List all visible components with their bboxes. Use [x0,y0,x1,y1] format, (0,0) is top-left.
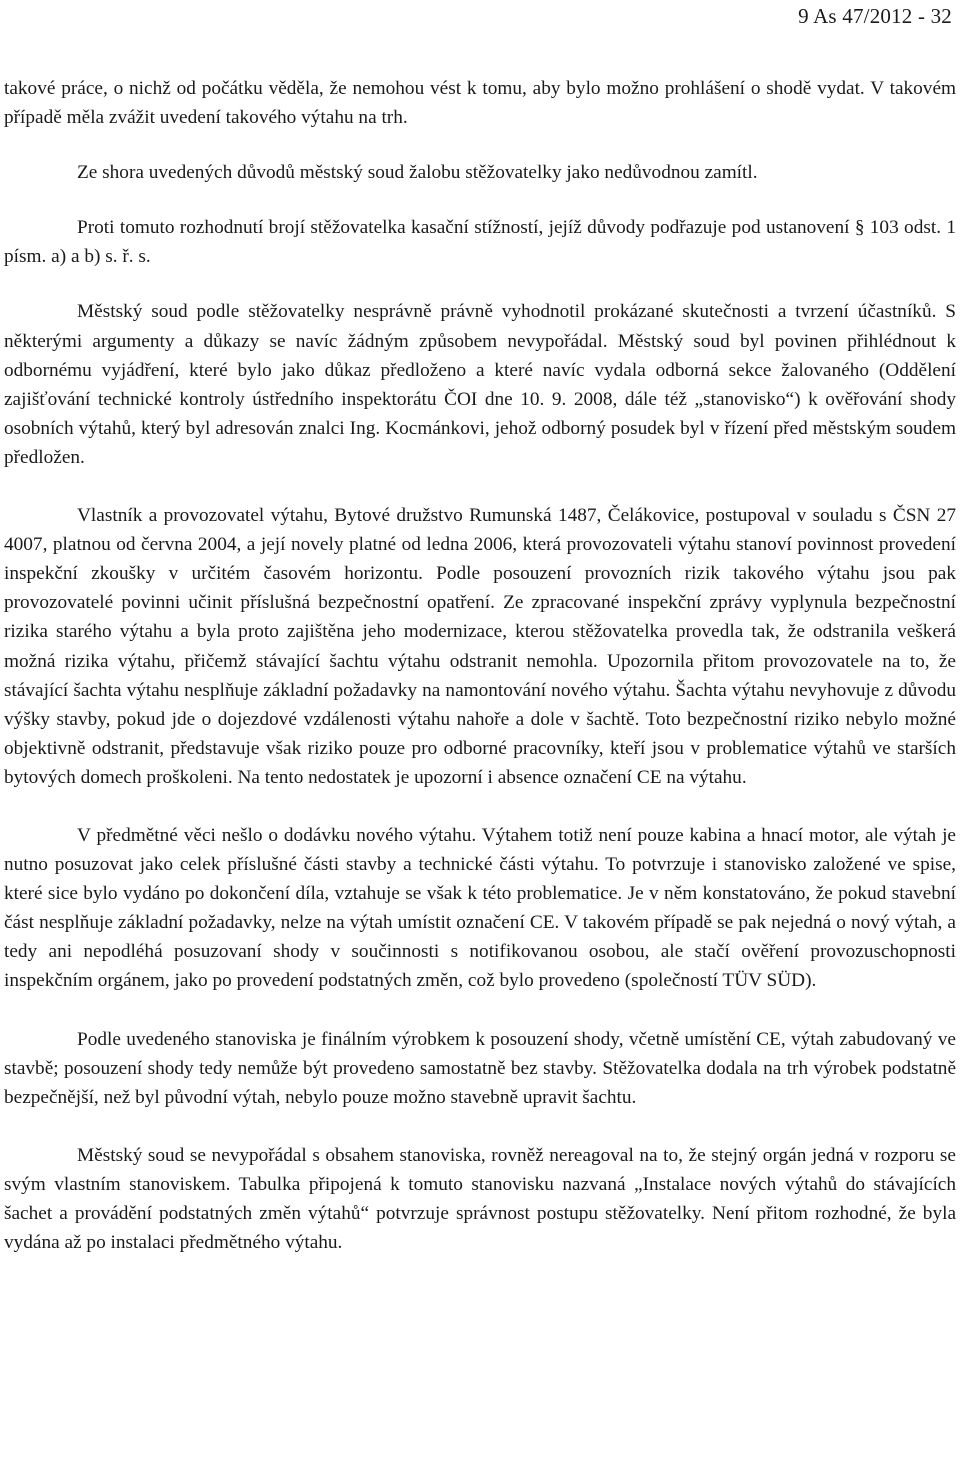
document-body [4,74,956,1257]
paragraph: Městský soud se nevypořádal s obsahem stanoviska, rovněž nereagoval na to, že stejný orgán jedná v rozporu se svým vlastním stanoviskem. Tabulka připojená k tomuto stanovisku nazvaná „Instalace nových výtahů do stávajících šachet a provádění podstatných změn výtahů“ potvrzuje správnost postupu stěžovatelky. Není přitom rozhodné, že byla vydána až po instalaci předmětného výtahu. [4,1144,956,1254]
paragraph: Ze shora uvedených důvodů městský soud žalobu stěžovatelky jako nedůvodnou zamítl. [77,162,758,184]
page-reference: 9 As 47/2012 - 32 [798,4,952,28]
paragraph: Podle uvedeného stanoviska je finálním výrobkem k posouzení shody, včetně umístění CE, výtah zabudovaný ve stavbě; posouzení shody tedy nemůže být provedeno samostatně bez stavby. Stěžovatelka dodala na trh výrobek podstatně bezpečnější, než byl původní výtah, nebylo pouze možno stavebně upravit šachtu. [4,1028,956,1108]
paragraph: Městský soud podle stěžovatelky nesprávně právně vyhodnotil prokázané skutečnosti a tvrzení účastníků. S některými argumenty a důkazy se navíc žádným způsobem nevypořádal. Městský soud byl povinen přihlédnout k odbornému vyjádření, které bylo jako důkaz předloženo a které navíc vydala odborná sekce žalovaného (Oddělení zajišťování technické kontroly ústředního inspektorátu ČOI dne 10. 9. 2008, dále též „stanovisko“) k ověřování shody osobních výtahů, který byl adresován znalci Ing. Kocmánkovi, jehož odborný posudek byl v řízení před městským soudem předložen. [4,301,956,468]
paragraph-continuation: takové práce, o nichž od počátku věděla, že nemohou vést k tomu, aby bylo možno prohlášení o shodě vydat. V takovém případě měla zvážit uvedení takového výtahu na trh. [4,78,956,129]
paragraph: Vlastník a provozovatel výtahu, Bytové družstvo Rumunská 1487, Čelákovice, postupoval v souladu s ČSN 27 4007, platnou od června 2004, a její novely platné od ledna 2006, která provozovateli výtahu stanoví povinnost provedení inspekční zkoušky v určitém časovém horizontu. Podle posouzení provozních rizik takového výtahu jsou pak provozovatelé povinni učinit příslušná bezpečnostní opatření. Ze zpracované inspekční zprávy vyplynula bezpečnostní rizika starého výtahu a byla proto zajištěna jeho modernizace, kterou stěžovatelka provedla tak, že odstranila veškerá možná rizika výtahu, přičemž stávající šachtu výtahu odstranit nemohla. Upozornila přitom provozovatele na to, že stávající šachta výtahu nesplňuje základní požadavky na namontování nového výtahu. Šachta výtahu nevyhovuje z důvodu výšky stavby, pokud jde o dojezdové vzdálenosti výtahu nahoře a dole v šachtě. Toto bezpečnostní riziko nebylo možné objektivně odstranit, představuje však riziko pouze pro odborné pracovníky, kteří jsou v problematice výtahů ve starších bytových domech proškoleni. Na tento nedostatek je upozorní i absence označení CE na výtahu. [4,505,956,788]
paragraph: V předmětné věci nešlo o dodávku nového výtahu. Výtahem totiž není pouze kabina a hnací motor, ale výtah je nutno posuzovat jako celek příslušné části stavby a technické části výtahu. To potvrzuje i stanovisko založené ve spise, které sice bylo vydáno po dokončení díla, vztahuje se však k této problematice. Je v něm konstatováno, že pokud stavební část nesplňuje základní požadavky, nelze na výtah umístit označení CE. V takovém případě se pak nejedná o nový výtah, a tedy ani nepodléhá posuzovaní shody v součinnosti s notifikovanou osobou, ale stačí ověření provozuschopnosti inspekčním orgánem, jako po provedení podstatných změn, což bylo provedeno (společností TÜV SÜD). [4,824,956,992]
paragraph: Proti tomuto rozhodnutí brojí stěžovatelka kasační stížností, jejíž důvody podřazuje pod ustanovení § 103 odst. 1 písm. a) a b) s. ř. s. [4,217,956,268]
